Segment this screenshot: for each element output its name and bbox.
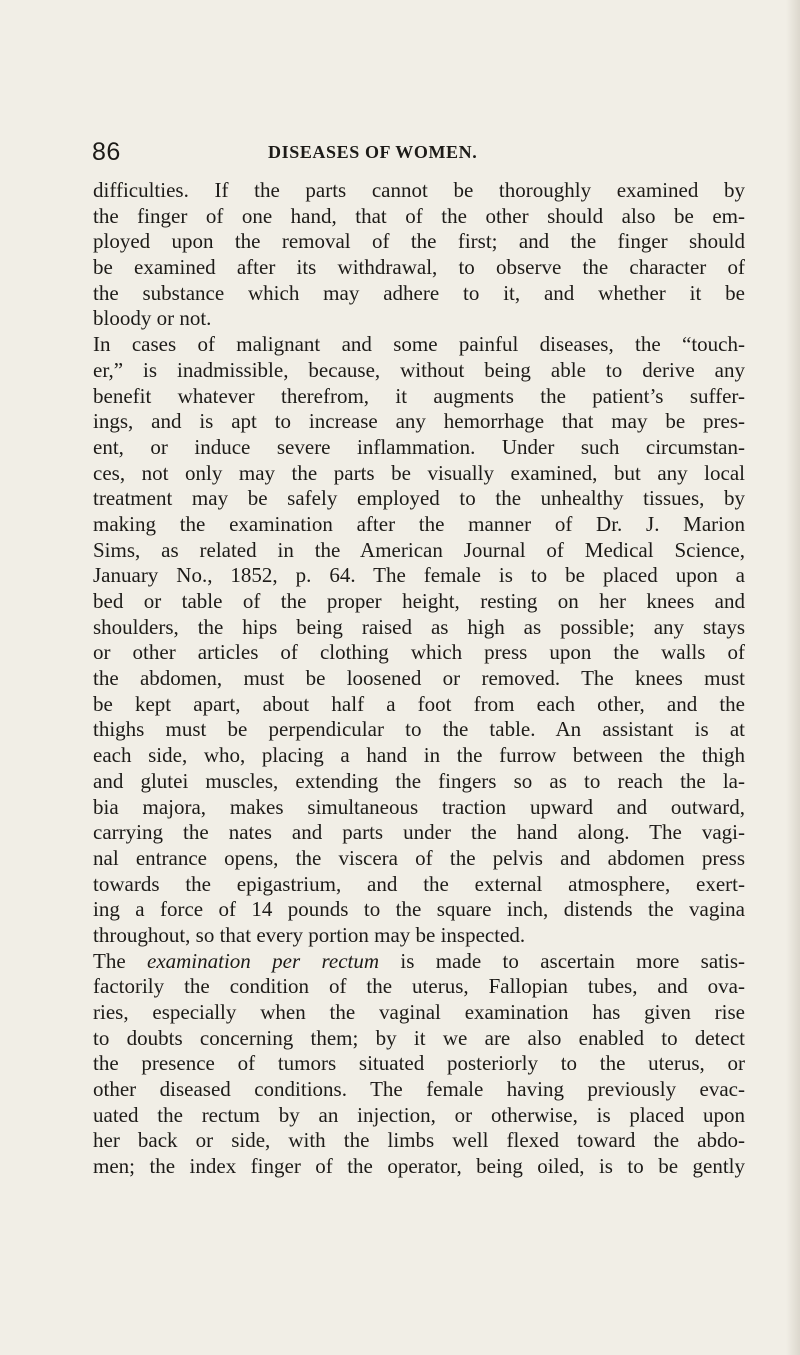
running-title: DISEASES OF WOMEN. (268, 142, 478, 162)
text-line: ent, or induce severe inflammation. Under such circumstan- (93, 434, 745, 459)
text-line-segment: is made to ascertain more satis- (379, 948, 745, 973)
body-text (93, 178, 745, 1180)
text-line: Sims, as related in the American Journal of Medical Science, (93, 537, 745, 562)
text-line: men; the index finger of the operator, being oiled, is to be gently (93, 1154, 745, 1179)
page-number: 86 (92, 138, 121, 166)
text-line: ing a force of 14 pounds to the square inch, distends the vagina (93, 897, 745, 922)
text-line: be kept apart, about half a foot from each other, and the (93, 691, 745, 716)
text-line: other diseased conditions. The female having previously evac- (93, 1077, 745, 1102)
text-line: January No., 1852, p. 64. The female is to be placed upon a (93, 563, 745, 588)
text-line: difficulties. If the parts cannot be thoroughly examined by (93, 178, 745, 202)
running-head (92, 138, 732, 168)
text-line: be examined after its withdrawal, to observe the character of (93, 255, 745, 280)
text-line: the presence of tumors situated posteriorly to the uterus, or (93, 1051, 745, 1076)
text-line: the substance which may adhere to it, and whether it be (93, 280, 745, 305)
text-line: making the examination after the manner of Dr. J. Marion (93, 511, 745, 536)
text-line: towards the epigastrium, and the external atmosphere, exert- (93, 871, 745, 896)
text-line: bloody or not. (93, 306, 212, 331)
text-line: er,” is inadmissible, because, without being able to derive any (93, 357, 745, 382)
text-line: In cases of malignant and some painful diseases, the “touch- (93, 332, 745, 357)
text-line: or other articles of clothing which press upon the walls of (93, 640, 745, 665)
text-line: the abdomen, must be loosened or removed. The knees must (93, 666, 745, 691)
italic-phrase: examination per rectum (147, 948, 380, 973)
text-line: throughout, so that every portion may be inspected. (93, 922, 526, 947)
text-line: thighs must be perpendicular to the table. An assistant is at (93, 717, 745, 742)
text-line: treatment may be safely employed to the unhealthy tissues, by (93, 486, 745, 511)
text-line: benefit whatever therefrom, it augments the patient’s suffer- (93, 383, 745, 408)
text-line: shoulders, the hips being raised as high as possible; any stays (93, 614, 745, 639)
text-line: her back or side, with the limbs well flexed toward the abdo- (93, 1128, 745, 1153)
text-line (93, 949, 745, 975)
text-line: factorily the condition of the uterus, Fallopian tubes, and ova- (93, 974, 745, 999)
page-edge-shadow (786, 0, 800, 1355)
text-line: bed or table of the proper height, resting on her knees and (93, 589, 745, 613)
text-line: and glutei muscles, extending the fingers so as to reach the la- (93, 768, 745, 793)
text-line: carrying the nates and parts under the hand along. The vagi- (93, 820, 745, 845)
text-line: ries, especially when the vaginal examination has given rise (93, 1000, 745, 1024)
text-line: ces, not only may the parts be visually examined, but any local (93, 460, 745, 485)
text-line: nal entrance opens, the viscera of the pelvis and abdomen press (93, 845, 745, 870)
text-line: the finger of one hand, that of the other should also be em- (93, 203, 745, 228)
text-line: to doubts concerning them; by it we are also enabled to detect (93, 1025, 745, 1050)
text-line: each side, who, placing a hand in the furrow between the thigh (93, 743, 745, 768)
text-line: bia majora, makes simultaneous traction upward and outward, (93, 794, 745, 819)
text-line-segment: The (93, 948, 147, 973)
text-line: ployed upon the removal of the first; and the finger should (93, 229, 745, 254)
text-line: uated the rectum by an injection, or otherwise, is placed upon (93, 1102, 745, 1127)
text-line: ings, and is apt to increase any hemorrhage that may be pres- (93, 409, 745, 434)
